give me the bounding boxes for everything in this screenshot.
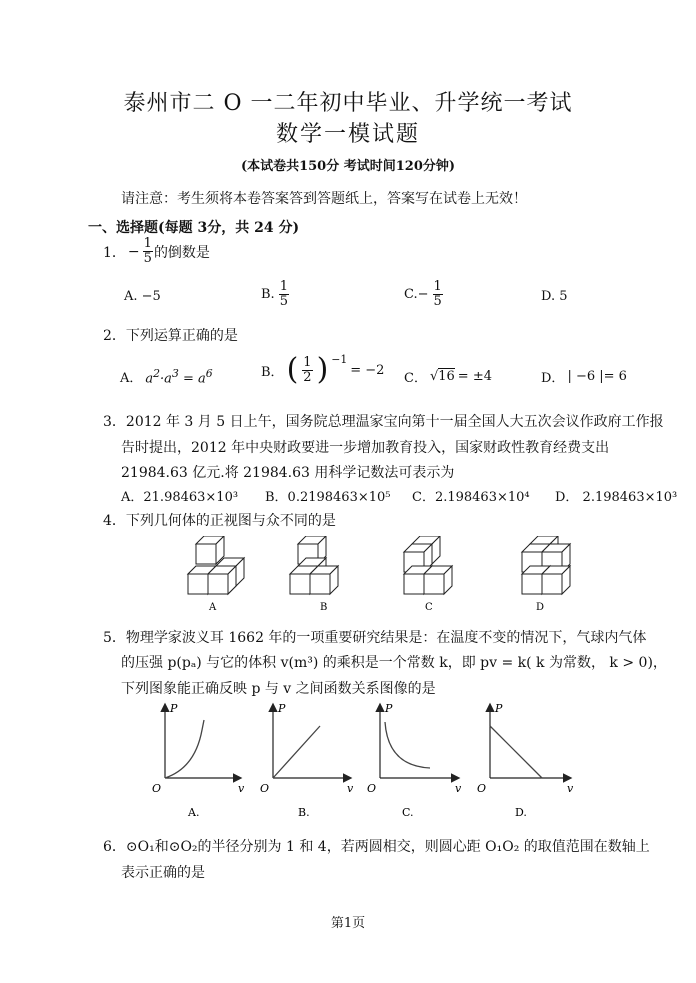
graph-a — [152, 702, 245, 819]
q3-option-a: A．21.98463×10³ — [121, 490, 239, 505]
question-5-line-3: 下列图象能正确反映 p 与 v 之间函数关系图像的是 — [121, 681, 436, 697]
q1-option-c: C.− $\frac{1}{5}$ — [404, 279, 442, 309]
graph-d-label: D. — [515, 806, 527, 819]
svg-text:P: P — [170, 702, 178, 715]
svg-text:P: P — [385, 702, 393, 715]
svg-text:O: O — [152, 782, 162, 795]
svg-text:O: O — [477, 782, 487, 795]
question-6-line-1: 6．⊙O₁和⊙O₂的半径分别为 1 和 4，若两圆相交，则圆心距 O₁O₂ 的取值范围在数轴上 — [103, 839, 650, 855]
q1-option-d: D. 5 — [541, 289, 568, 304]
graph-c-label: C. — [402, 806, 414, 819]
question-2: 2．下列运算正确的是 — [103, 328, 238, 344]
question-3-line-3: 21984.63 亿元.将 21984.63 用科学记数法可表示为 — [121, 465, 455, 481]
svg-text:O: O — [367, 782, 377, 795]
question-6-line-2: 表示正确的是 — [121, 865, 205, 881]
graph-a-label: A. — [188, 806, 200, 819]
figure-c — [404, 536, 452, 594]
exam-info: (本试卷共150分 考试时间120分钟) — [240, 159, 456, 174]
graph-c — [367, 702, 462, 819]
q2-option-b: B． ( $\frac{1}{2}$ ) $^{-1}$ = −2 — [261, 352, 385, 387]
svg-text:v: v — [347, 782, 354, 795]
figure-b — [290, 536, 338, 594]
question-5-line-2: 的压强 p(pₐ) 与它的体积 v(m³) 的乘积是一个常数 k，即 pv = k( k 为常数， k > 0)， — [121, 655, 667, 671]
svg-text:v: v — [455, 782, 462, 795]
svg-text:O: O — [260, 782, 270, 795]
figure-d — [522, 536, 570, 594]
fraction: $\frac{1}{5}$ — [143, 236, 152, 266]
q2-option-a: A． $a^2\cdot a^3 = a^6$ — [120, 367, 213, 387]
graph-b-label: B. — [298, 806, 310, 819]
section-heading: 一、选择题(每题 3分，共 24 分) — [88, 220, 300, 236]
q3-option-d: D． 2.198463×10³ — [555, 490, 678, 505]
figure-b-label: B — [320, 602, 328, 613]
notice: 请注意：考生须将本卷答案答到答题纸上，答案写在试卷上无效！ — [121, 191, 527, 207]
q1-option-b: B. $\frac{1}{5}$ — [261, 279, 288, 309]
graph-d — [477, 702, 574, 819]
figure-d-label: D — [536, 602, 545, 613]
svg-text:P: P — [495, 702, 503, 715]
exam-subtitle: 数学一模试题 — [275, 122, 420, 147]
graph-b — [260, 702, 354, 819]
svg-text:P: P — [278, 702, 286, 715]
question-5-line-1: 5．物理学家波义耳 1662 年的一项重要研究结果是：在温度不变的情况下，气球内气体 — [103, 630, 647, 646]
svg-text:v: v — [238, 782, 245, 795]
question-3-line-2: 告时提出，2012 年中央财政要进一步增加教育投入，国家财政性教育经费支出 — [121, 440, 610, 456]
question-1: 1． − $\frac{1}{5}$ 的倒数是 — [103, 236, 210, 266]
figure-a — [188, 536, 244, 594]
q3-option-b: B．0.2198463×10⁵ — [265, 490, 391, 505]
q2-option-c: C． √16 = ±4 — [404, 369, 492, 386]
q4-figures — [180, 536, 580, 618]
exam-title: 泰州市二 O 一二年初中毕业、升学统一考试 — [123, 91, 573, 116]
figure-c-label: C — [425, 602, 433, 613]
page-number: 第1页 — [330, 916, 366, 931]
question-3-line-1: 3．2012 年 3 月 5 日上午，国务院总理温家宝向第十一届全国人大五次会议作政府工作报 — [103, 414, 664, 430]
q1-option-a: A. −5 — [124, 289, 161, 304]
svg-text:v: v — [567, 782, 574, 795]
q2-option-d: D． | −6 |= 6 — [541, 369, 627, 386]
question-4: 4．下列几何体的正视图与众不同的是 — [103, 513, 336, 529]
figure-a-label: A — [209, 602, 217, 613]
q5-graphs — [140, 700, 590, 825]
q3-option-c: C．2.198463×10⁴ — [412, 490, 530, 505]
